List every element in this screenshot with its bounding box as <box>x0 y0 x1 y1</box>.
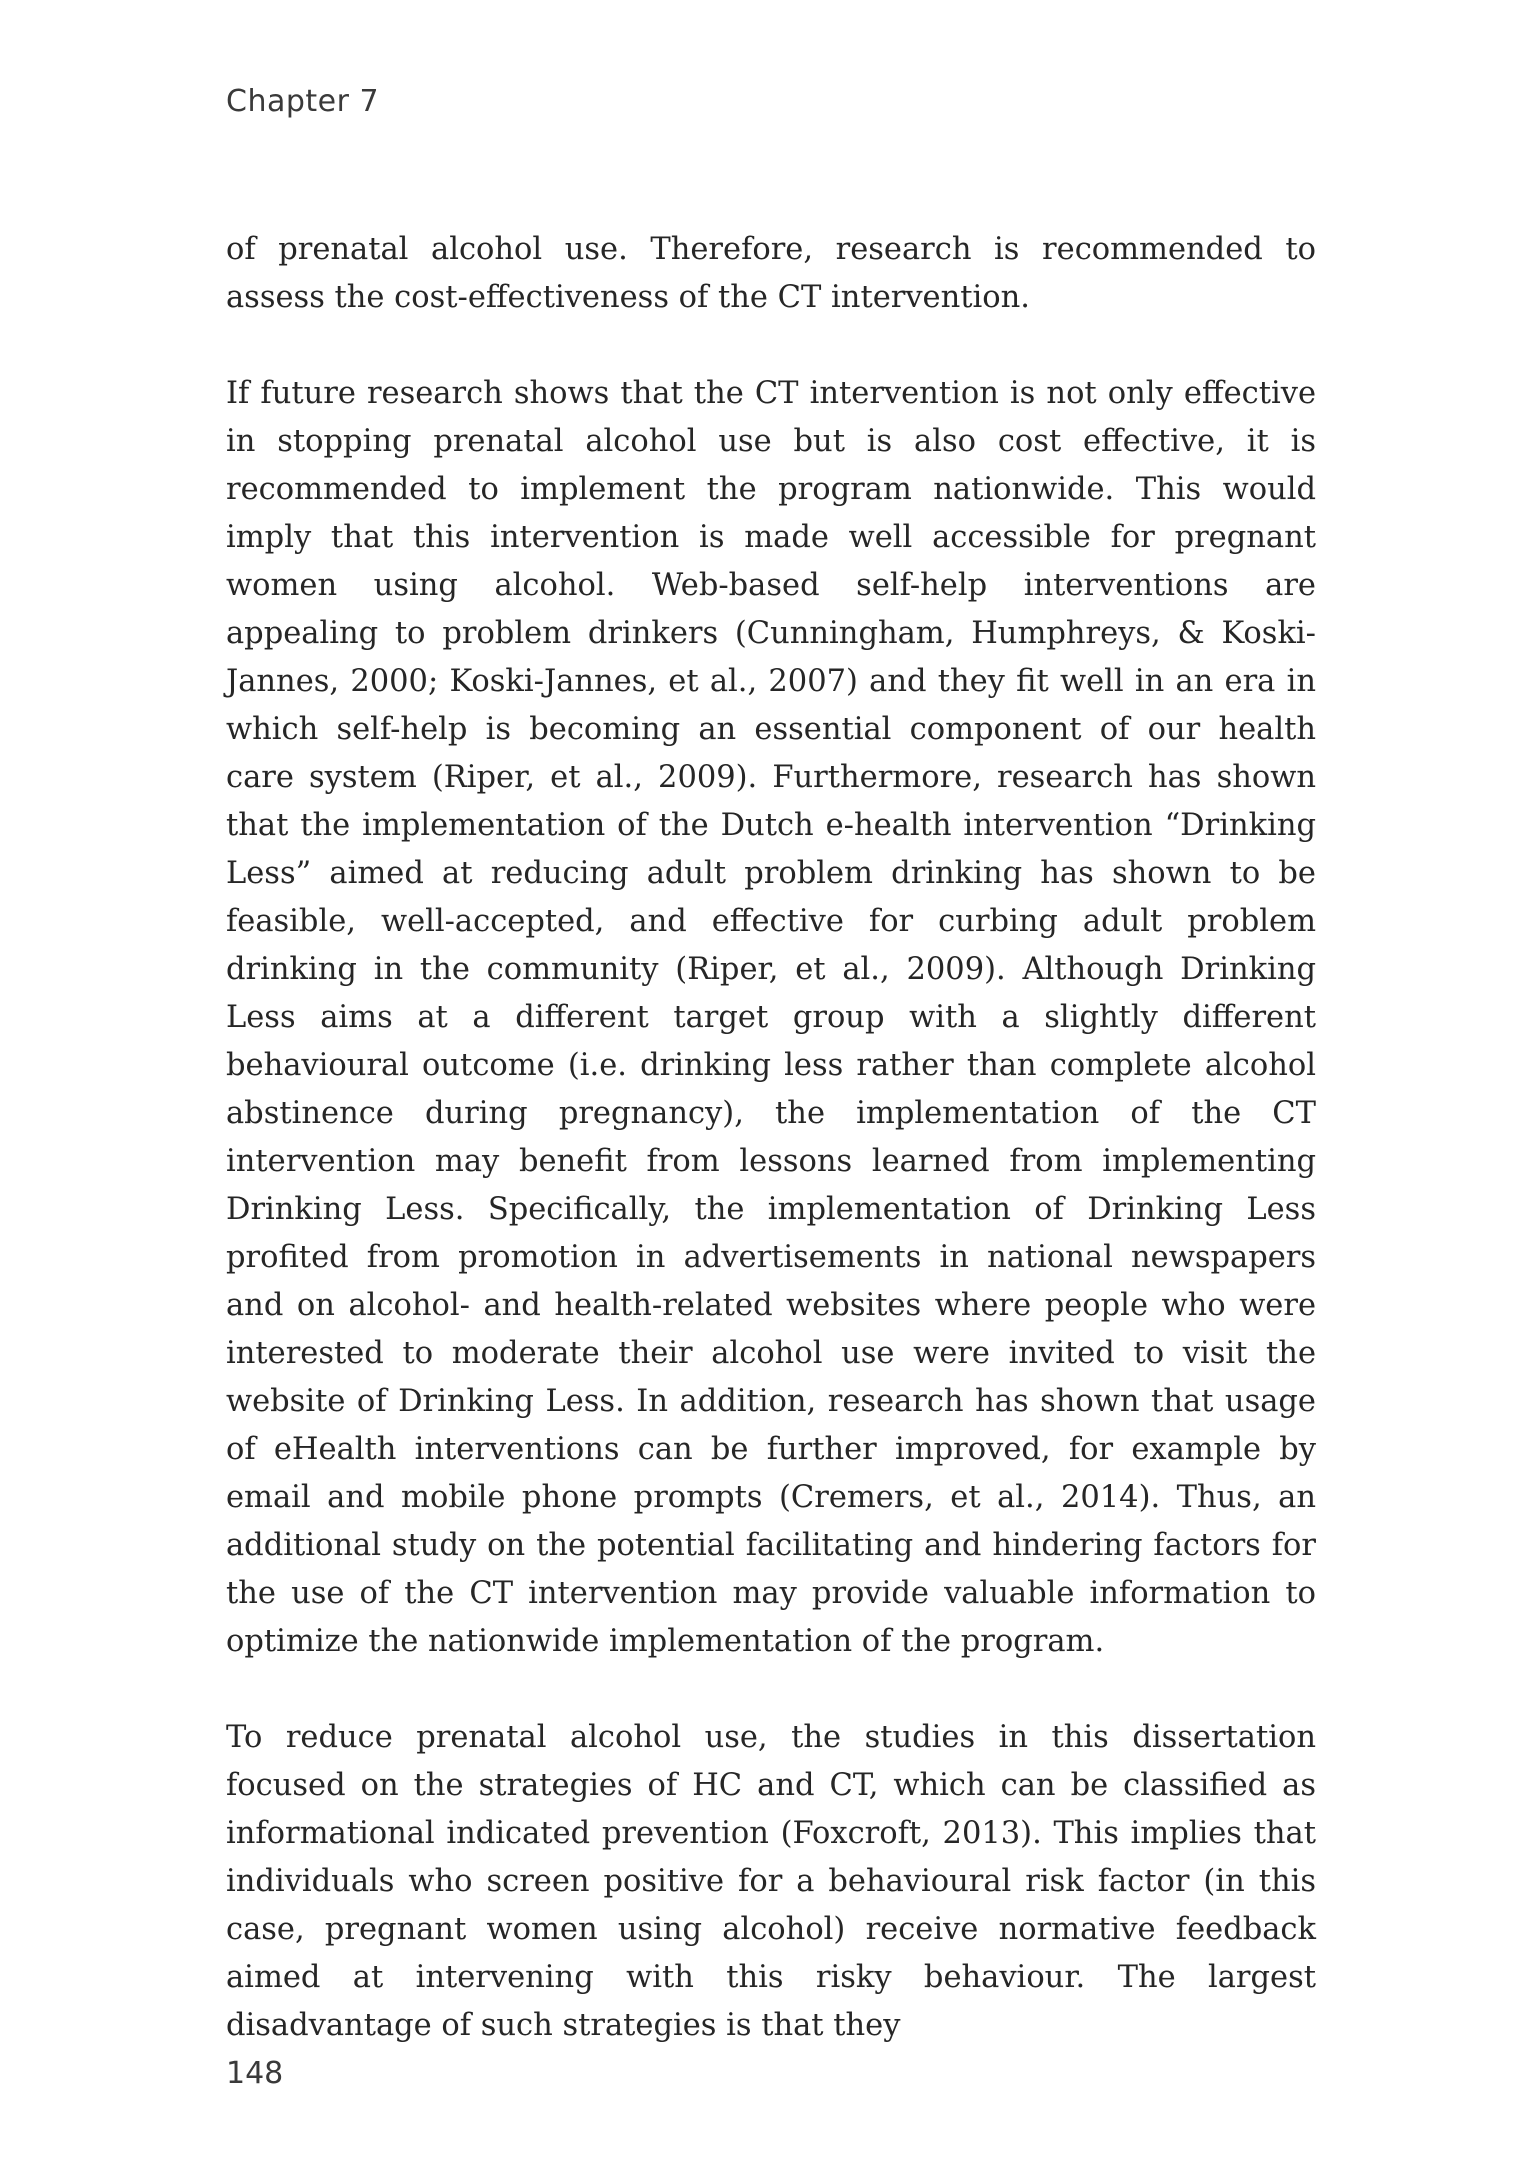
body-text <box>226 226 1316 2098</box>
paragraph-2: If future research shows that the CT intervention is not only effective in stopping prenatal alcohol use but is also cost effective, it is recommended to implement the program nationwide. This would imply that this intervention is made well accessible for pregnant women using alcohol. Web-based self-help interventions are appealing to problem drinkers (Cunningham, Humphreys, & Koski-Jannes, 2000; Koski-Jannes, et al., 2007) and they fit well in an era in which self-help is becoming an essential component of our health care system (Riper, et al., 2009). Furthermore, research has shown that the implementation of the Dutch e-health intervention “Drinking Less” aimed at reducing adult problem drinking has shown to be feasible, well-accepted, and effective for curbing adult problem drinking in the community (Riper, et al., 2009). Although Drinking Less aims at a different target group with a slightly different behavioural outcome (i.e. drinking less rather than complete alcohol abstinence during pregnancy), the implementation of the CT intervention may benefit from lessons learned from implementing Drinking Less. Specifically, the implementation of Drinking Less profited from promotion in advertisements in national newspapers and on alcohol- and health-related websites where people who were interested to moderate their alcohol use were invited to visit the website of Drinking Less. In addition, research has shown that usage of eHealth interventions can be further improved, for example by email and mobile phone prompts (Cremers, et al., 2014). Thus, an additional study on the potential facilitating and hindering factors for the use of the CT intervention may provide valuable information to optimize the nationwide implementation of the program. <box>226 376 1316 1659</box>
paragraph-1: of prenatal alcohol use. Therefore, research is recommended to assess the cost-effectiveness of the CT intervention. <box>226 232 1316 315</box>
page-number: 148 <box>226 2056 284 2091</box>
paragraph-3: To reduce prenatal alcohol use, the studies in this dissertation focused on the strategies of HC and CT, which can be classified as informational indicated prevention (Foxcroft, 2013). This implies that individuals who screen positive for a behavioural risk factor (in this case, pregnant women using alcohol) receive normative feedback aimed at intervening with this risky behaviour. The largest disadvantage of such strategies is that they <box>226 1720 1316 2043</box>
running-head: Chapter 7 <box>226 84 380 119</box>
